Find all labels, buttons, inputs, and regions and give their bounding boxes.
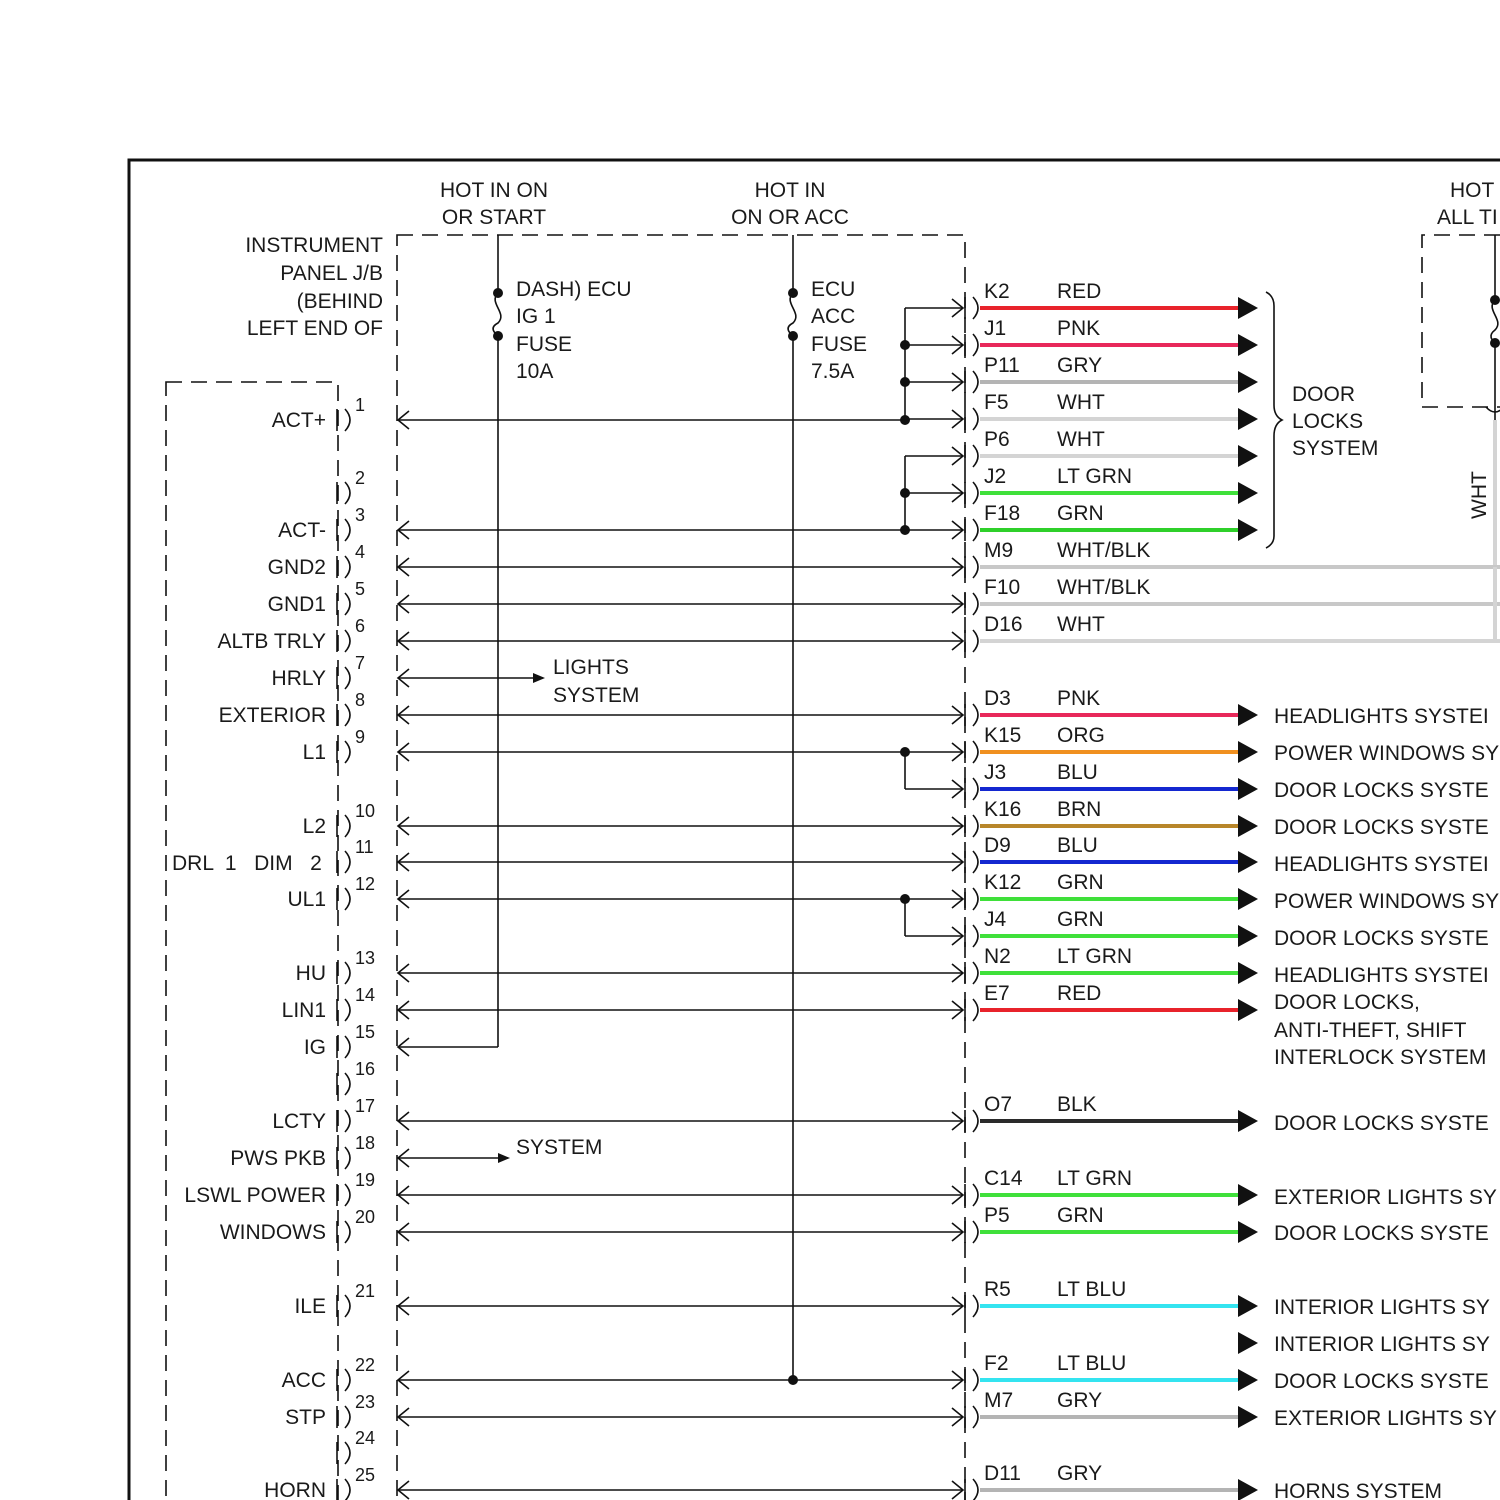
wire-arrow-J3 <box>1238 778 1258 800</box>
wire-color-P11: GRY <box>1057 354 1103 377</box>
ecu-pin-number-24: 24 <box>355 1428 376 1448</box>
ecu-pin-name-8: EXTERIOR <box>218 704 326 727</box>
ecu-pin-connector-12 <box>345 888 350 910</box>
ecu-pin-name-18: PWS PKB <box>230 1147 326 1170</box>
ecu-pin-connector-23 <box>345 1406 350 1428</box>
ecu-pin-number-13: 13 <box>355 948 376 968</box>
fuse-acc-label-4: 7.5A <box>811 360 855 383</box>
ecu-pin-name-22: ACC <box>281 1369 326 1392</box>
jb-connector-R5 <box>973 1295 978 1317</box>
destination-label-9: DOOR LOCKS, <box>1274 991 1420 1014</box>
ecu-pin-connector-24 <box>345 1442 350 1464</box>
wire-arrow-P5 <box>1238 1221 1258 1243</box>
jb-connector-N2 <box>973 962 978 984</box>
wire-arrow-O7 <box>1238 1110 1258 1132</box>
jb-connector-K15 <box>973 741 978 763</box>
ecu-pin-number-1: 1 <box>355 395 366 415</box>
jb-dot-l1 <box>900 747 910 757</box>
ecu-pin-connector-9 <box>345 741 350 763</box>
wire-arrow-C14 <box>1238 1184 1258 1206</box>
connector-id-P5: P5 <box>984 1204 1010 1227</box>
connector-id-E7: E7 <box>984 982 1010 1005</box>
jb-connector-P6 <box>973 445 978 467</box>
hot-all-box <box>1422 235 1500 407</box>
ecu-pin-connector-21 <box>345 1295 350 1317</box>
ecu-pin-number-11: 11 <box>355 837 374 857</box>
ecu-pin-name-14: LIN1 <box>281 999 326 1022</box>
jb-connector-D11 <box>973 1479 978 1500</box>
connector-id-D11: D11 <box>984 1462 1021 1485</box>
connector-id-O7: O7 <box>984 1093 1013 1116</box>
ecu-pin-connector-4 <box>345 556 350 578</box>
wire-arrow-E7 <box>1238 999 1258 1021</box>
wire-arrow-K12 <box>1238 888 1258 910</box>
connector-id-J4: J4 <box>984 908 1007 931</box>
ecu-pin-number-23: 23 <box>355 1392 376 1412</box>
destination-label-16: INTERIOR LIGHTS SY <box>1274 1333 1490 1356</box>
connector-id-R5: R5 <box>984 1278 1011 1301</box>
door-locks-brace <box>1266 292 1282 548</box>
ecu-pin-connector-2 <box>345 482 350 504</box>
wire-arrow-P11 <box>1238 371 1258 393</box>
ecu-pin-number-12: 12 <box>355 874 376 894</box>
ecu-pin-number-7: 7 <box>355 653 366 673</box>
jb-connector-C14 <box>973 1184 978 1206</box>
wire-color-O7: BLK <box>1057 1093 1097 1116</box>
drl-dim-label: DRL 1 DIM 2 <box>172 852 322 875</box>
wire-color-K15: ORG <box>1057 724 1105 747</box>
hot-acc-label-2: ON OR ACC <box>731 206 849 229</box>
destination-label-11: INTERLOCK SYSTEM <box>1274 1046 1487 1069</box>
hot-all-label-2: ALL TI <box>1437 206 1498 229</box>
ecu-pin-name-4: GND2 <box>267 556 326 579</box>
fuse-acc-label-2: ACC <box>811 305 856 328</box>
wire-color-K2: RED <box>1057 280 1102 303</box>
destination-label-8: HEADLIGHTS SYSTEI <box>1274 964 1489 987</box>
wire-arrow-J2 <box>1238 482 1258 504</box>
ecu-pin-number-22: 22 <box>355 1355 376 1375</box>
connector-id-J3: J3 <box>984 761 1007 784</box>
destination-label-17: DOOR LOCKS SYSTE <box>1274 1370 1489 1393</box>
hot-ign-label-1: HOT IN ON <box>439 179 549 202</box>
jb-label-1: INSTRUMENT <box>245 234 383 257</box>
connector-id-J1: J1 <box>984 317 1007 340</box>
ecu-pin-name-19: LSWL POWER <box>184 1184 326 1207</box>
ecu-pin-number-9: 9 <box>355 727 366 747</box>
connector-id-F5: F5 <box>984 391 1009 414</box>
wire-color-J3: BLU <box>1057 761 1098 784</box>
jb-connector-F10 <box>973 593 978 615</box>
wire-color-E7: RED <box>1057 982 1102 1005</box>
wire-color-J4: GRN <box>1057 908 1104 931</box>
jb-connector-K16 <box>973 815 978 837</box>
ecu-pin-connector-19 <box>345 1184 350 1206</box>
jb-connector-D3 <box>973 704 978 726</box>
jb-dot-act-plus-1 <box>900 340 910 350</box>
door-locks-group-label-3: SYSTEM <box>1292 437 1379 460</box>
wire-arrow-N2 <box>1238 962 1258 984</box>
connector-id-P11: P11 <box>984 354 1020 377</box>
ecu-pin-connector-5 <box>345 593 350 615</box>
connector-id-M7: M7 <box>984 1389 1014 1412</box>
jb-dot-ul1 <box>900 894 910 904</box>
ecu-pin-connector-10 <box>345 815 350 837</box>
jb-connector-J4 <box>973 925 978 947</box>
ecu-pin-connector-20 <box>345 1221 350 1243</box>
ecu-pin-number-5: 5 <box>355 579 366 599</box>
connector-id-F18: F18 <box>984 502 1021 525</box>
ecu-pin-name-9: L1 <box>302 741 326 764</box>
ecu-pin-name-17: LCTY <box>272 1110 326 1133</box>
door-locks-group-label-2: LOCKS <box>1292 410 1364 433</box>
wire-arrow-D3 <box>1238 704 1258 726</box>
wire-arrow-J1 <box>1238 334 1258 356</box>
destination-label-6: POWER WINDOWS SY <box>1274 890 1500 913</box>
ecu-pin-number-18: 18 <box>355 1133 376 1153</box>
connector-id-K16: K16 <box>984 798 1022 821</box>
ecu-pin-connector-14 <box>345 999 350 1021</box>
wire-color-P5: GRN <box>1057 1204 1104 1227</box>
wire-color-K16: BRN <box>1057 798 1102 821</box>
ecu-pin-number-25: 25 <box>355 1465 376 1485</box>
wire-arrow-F18 <box>1238 519 1258 541</box>
ecu-pin-connector-17 <box>345 1110 350 1132</box>
wire-arrow-J4 <box>1238 925 1258 947</box>
fuse-acc-label-3: FUSE <box>811 333 868 356</box>
ecu-pin-number-19: 19 <box>355 1170 376 1190</box>
ecu-pin-number-21: 21 <box>355 1281 376 1301</box>
ecu-pins-layer <box>184 395 375 1500</box>
ecu-pin-connector-15 <box>345 1036 350 1058</box>
ecu-pin-connector-11 <box>345 851 350 873</box>
destination-label-14: DOOR LOCKS SYSTE <box>1274 1222 1489 1245</box>
wire-arrow-D9 <box>1238 851 1258 873</box>
ecu-pin-number-15: 15 <box>355 1022 376 1042</box>
wire-color-P6: WHT <box>1057 428 1105 451</box>
destination-label-15: INTERIOR LIGHTS SY <box>1274 1296 1490 1319</box>
ecu-pin-connector-25 <box>345 1479 350 1500</box>
ecu-pin-connector-22 <box>345 1369 350 1391</box>
hot-all-label-1: HOT <box>1450 179 1495 202</box>
jb-dot-act-minus-2 <box>900 525 910 535</box>
jb-dot-act-plus-3 <box>900 415 910 425</box>
ecu-pin-number-8: 8 <box>355 690 366 710</box>
wire-color-D9: BLU <box>1057 834 1098 857</box>
side-wire-label: WHT <box>1468 471 1491 519</box>
ecu-pin-number-6: 6 <box>355 616 366 636</box>
jb-connector-E7 <box>973 999 978 1021</box>
hot-ign-label-2: OR START <box>441 206 547 229</box>
jb-connector-F2 <box>973 1369 978 1391</box>
wire-color-F5: WHT <box>1057 391 1105 414</box>
extra-output-arrow <box>1238 1332 1258 1354</box>
destination-label-19: HORNS SYSTEM <box>1274 1480 1443 1500</box>
connector-id-K2: K2 <box>984 280 1010 303</box>
jb-connector-K12 <box>973 888 978 910</box>
jb-connector-M7 <box>973 1406 978 1428</box>
connector-id-D9: D9 <box>984 834 1011 857</box>
hot-acc-label-1: HOT IN <box>754 179 826 202</box>
lights-system-arrow <box>533 673 545 683</box>
ecu-box <box>166 382 338 1500</box>
hot-all-fuse-symbol <box>1491 300 1498 343</box>
ecu-pin-number-20: 20 <box>355 1207 376 1227</box>
jb-dot-act-minus-1 <box>900 488 910 498</box>
jb-connector-D16 <box>973 630 978 652</box>
wire-arrow-F2 <box>1238 1369 1258 1391</box>
destinations-layer <box>1238 705 1499 1500</box>
wire-arrow-F5 <box>1238 408 1258 430</box>
wire-arrow-D11 <box>1238 1479 1258 1500</box>
connector-id-K15: K15 <box>984 724 1022 747</box>
ecu-pin-name-5: GND1 <box>267 593 326 616</box>
jb-connector-J1 <box>973 334 978 356</box>
destination-label-5: HEADLIGHTS SYSTEI <box>1274 853 1489 876</box>
ecu-pin-name-7: HRLY <box>271 667 326 690</box>
wire-color-K12: GRN <box>1057 871 1104 894</box>
wire-arrow-K15 <box>1238 741 1258 763</box>
wire-color-F10: WHT/BLK <box>1057 576 1151 599</box>
wire-arrow-P6 <box>1238 445 1258 467</box>
wire-color-F18: GRN <box>1057 502 1104 525</box>
connector-id-D16: D16 <box>984 613 1023 636</box>
jb-label-4: LEFT END OF <box>246 317 383 340</box>
ecu-pin-connector-18 <box>345 1147 350 1169</box>
ecu-pin-number-4: 4 <box>355 542 366 562</box>
wire-color-J2: LT GRN <box>1057 465 1133 488</box>
destination-label-1: HEADLIGHTS SYSTEI <box>1274 705 1489 728</box>
wire-color-M7: GRY <box>1057 1389 1103 1412</box>
wire-arrow-K2 <box>1238 297 1258 319</box>
fuse-dash-symbol <box>493 293 501 336</box>
ecu-pin-connector-3 <box>345 519 350 541</box>
ecu-pin-number-16: 16 <box>355 1059 376 1079</box>
fuse-dash-label-1: DASH) ECU <box>516 278 632 301</box>
ecu-pin-number-17: 17 <box>355 1096 376 1116</box>
ecu-pin-number-14: 14 <box>355 985 376 1005</box>
destination-label-2: POWER WINDOWS SY <box>1274 742 1500 765</box>
ecu-pin-number-2: 2 <box>355 468 366 488</box>
jb-connector-O7 <box>973 1110 978 1132</box>
connector-id-C14: C14 <box>984 1167 1023 1190</box>
wire-color-M9: WHT/BLK <box>1057 539 1151 562</box>
fuse-acc-symbol <box>788 293 796 336</box>
junction-block-box <box>397 235 965 1500</box>
ecu-pin-connector-16 <box>345 1073 350 1095</box>
wire-color-D11: GRY <box>1057 1462 1103 1485</box>
jb-connector-J3 <box>973 778 978 800</box>
connector-id-K12: K12 <box>984 871 1022 894</box>
jb-connector-D9 <box>973 851 978 873</box>
destination-label-13: EXTERIOR LIGHTS SY <box>1274 1186 1497 1209</box>
destination-label-3: DOOR LOCKS SYSTE <box>1274 779 1489 802</box>
wire-arrow-M7 <box>1238 1406 1258 1428</box>
wire-color-D3: PNK <box>1057 687 1101 710</box>
destination-label-7: DOOR LOCKS SYSTE <box>1274 927 1489 950</box>
jb-connector-P5 <box>973 1221 978 1243</box>
wire-color-D16: WHT <box>1057 613 1105 636</box>
lights-system-label-1: LIGHTS <box>553 656 629 679</box>
wire-color-F2: LT BLU <box>1057 1352 1127 1375</box>
connector-id-M9: M9 <box>984 539 1014 562</box>
jb-label-2: PANEL J/B <box>280 262 383 285</box>
door-locks-group-label-1: DOOR <box>1292 383 1355 406</box>
ecu-pin-connector-13 <box>345 962 350 984</box>
connector-id-D3: D3 <box>984 687 1011 710</box>
wire-arrow-R5 <box>1238 1295 1258 1317</box>
jb-connector-F18 <box>973 519 978 541</box>
ecu-pin-number-10: 10 <box>355 801 376 821</box>
jb-connector-K2 <box>973 297 978 319</box>
ecu-pin-name-25: HORN <box>264 1479 326 1500</box>
connector-id-P6: P6 <box>984 428 1010 451</box>
destination-label-4: DOOR LOCKS SYSTE <box>1274 816 1489 839</box>
fuse-dash-label-2: IG 1 <box>516 305 556 328</box>
wire-color-R5: LT BLU <box>1057 1278 1127 1301</box>
jb-connector-M9 <box>973 556 978 578</box>
ecu-pin-name-6: ALTB TRLY <box>217 630 326 653</box>
connector-id-N2: N2 <box>984 945 1011 968</box>
wire-arrow-K16 <box>1238 815 1258 837</box>
ecu-pin-name-3: ACT- <box>278 519 326 542</box>
jb-connector-F5 <box>973 408 978 430</box>
connector-id-F10: F10 <box>984 576 1021 599</box>
wire-color-N2: LT GRN <box>1057 945 1133 968</box>
jb-connector-P11 <box>973 371 978 393</box>
destination-label-10: ANTI-THEFT, SHIFT <box>1274 1019 1467 1042</box>
ecu-pin-number-3: 3 <box>355 505 366 525</box>
ecu-pin-name-23: STP <box>285 1406 326 1429</box>
ecu-pin-connector-7 <box>345 667 350 689</box>
wire-color-C14: LT GRN <box>1057 1167 1133 1190</box>
connector-id-J2: J2 <box>984 465 1007 488</box>
jb-connector-J2 <box>973 482 978 504</box>
ecu-pin-name-12: UL1 <box>287 888 326 911</box>
ecu-pin-connector-8 <box>345 704 350 726</box>
ecu-pin-name-20: WINDOWS <box>219 1221 326 1244</box>
ecu-pin-name-1: ACT+ <box>271 409 326 432</box>
ecu-pin-name-15: IG <box>303 1036 326 1059</box>
fuse-dash-label-3: FUSE <box>516 333 573 356</box>
system-label: SYSTEM <box>516 1136 603 1159</box>
system-arrow <box>498 1153 510 1163</box>
fuse-dash-label-4: 10A <box>516 360 554 383</box>
fuse-acc-label-1: ECU <box>811 278 856 301</box>
destination-label-18: EXTERIOR LIGHTS SY <box>1274 1407 1497 1430</box>
ecu-pin-name-13: HU <box>295 962 326 985</box>
lights-system-label-2: SYSTEM <box>553 684 640 707</box>
jb-label-3: (BEHIND <box>296 290 383 313</box>
wire-color-J1: PNK <box>1057 317 1101 340</box>
destination-label-12: DOOR LOCKS SYSTE <box>1274 1112 1489 1135</box>
ecu-pin-name-10: L2 <box>302 815 326 838</box>
jb-dot-act-plus-2 <box>900 377 910 387</box>
ecu-pin-connector-1 <box>345 409 350 431</box>
connector-id-F2: F2 <box>984 1352 1009 1375</box>
ecu-pin-name-21: ILE <box>294 1295 326 1318</box>
ecu-pin-connector-6 <box>345 630 350 652</box>
